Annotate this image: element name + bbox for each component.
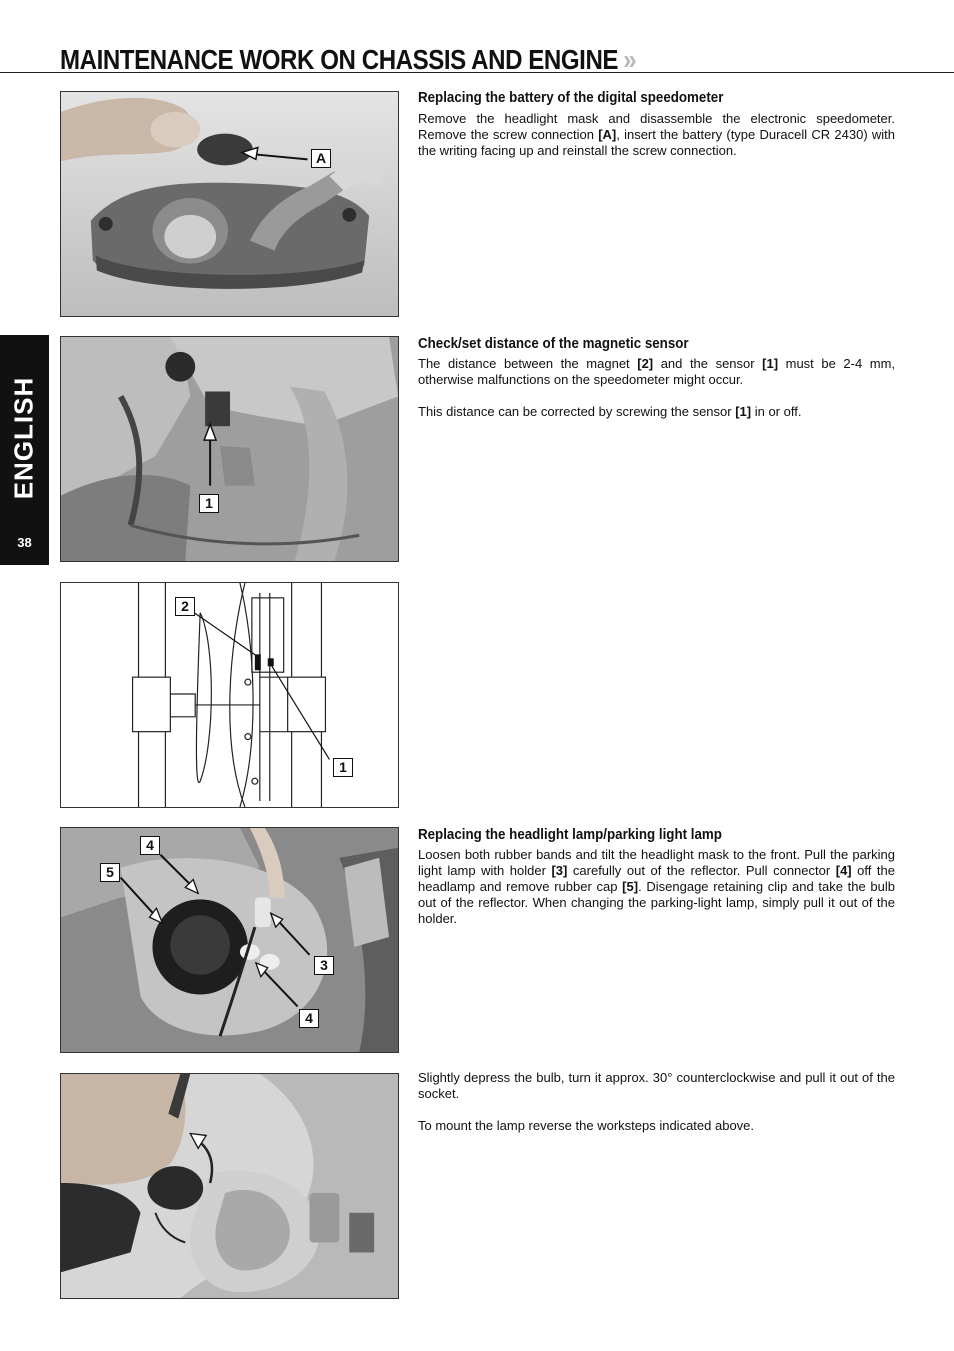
callout-3-parking-lamp: 3 [314, 956, 334, 975]
text-run: Remove the headlight mask and disassemble the electronic speedometer. Remove the screw connection [418, 111, 895, 142]
reference-label: [5] [622, 879, 639, 894]
title-chevron-icon: » [623, 44, 637, 75]
reference-label: [3] [551, 863, 568, 878]
title-rule [0, 72, 954, 73]
heading-magnetic-sensor: Check/set distance of the magnetic sensor [418, 336, 689, 352]
text-run: To mount the lamp reverse the worksteps indicated above. [418, 1118, 755, 1133]
text-run: and the sensor [653, 356, 763, 371]
figure-speedometer-battery [60, 91, 399, 317]
reference-label: [A] [598, 127, 617, 142]
callout-1-sensor: 1 [199, 494, 219, 513]
paragraph [418, 356, 895, 388]
paragraph [418, 1118, 895, 1134]
reference-label: [2] [637, 356, 654, 371]
reference-label: [1] [762, 356, 779, 371]
speedometer-battery-photo [61, 92, 398, 316]
bulb-removal-photo [61, 1074, 398, 1298]
language-label: ENGLISH [8, 376, 39, 500]
text-run: Loosen both rubber bands and tilt the headlight mask to the front. Pull the parking light lamp with holder [418, 847, 895, 878]
reference-label: [4] [835, 863, 852, 878]
paragraph [418, 404, 895, 420]
figure-bulb-removal [60, 1073, 399, 1299]
text-run: off the headlamp and remove rubber cap [418, 863, 896, 894]
callout-1-sensor-diagram: 1 [333, 758, 353, 777]
callout-4-connector: 4 [140, 836, 160, 855]
body-bulb-removal [418, 1070, 895, 1134]
body-speedometer-battery [418, 111, 895, 159]
figure-magnetic-sensor-photo [60, 336, 399, 562]
paragraph [418, 1070, 895, 1102]
figure-magnetic-sensor-diagram [60, 582, 399, 808]
callout-2-magnet: 2 [175, 597, 195, 616]
headlight-lamp-photo [61, 828, 398, 1052]
text-run: in or off. [751, 404, 802, 419]
text-run: carefully out of the reflector. Pull connector [567, 863, 836, 878]
text-run: Slightly depress the bulb, turn it approx. 30° counterclockwise and pull it out of the socket. [418, 1070, 895, 1101]
figure-headlight-lamp [60, 827, 399, 1053]
callout-5-rubber-cap: 5 [100, 863, 120, 882]
page-title-text: MAINTENANCE WORK ON CHASSIS AND ENGINE [60, 44, 619, 75]
paragraph [418, 111, 895, 159]
callout-4-connector-lower: 4 [299, 1009, 319, 1028]
reference-label: [1] [735, 404, 752, 419]
paragraph [418, 847, 895, 927]
body-magnetic-sensor [418, 356, 895, 420]
text-run: This distance can be corrected by screwing the sensor [418, 404, 736, 419]
text-run: , insert the battery (type Duracell CR 2430) with the writing facing up and reinstall the screw connection. [418, 127, 895, 158]
text-run: . Disengage retaining clip and take the bulb out of the reflector. When changing the parking-light lamp, simply pull it out of the holder. [418, 879, 895, 926]
heading-speedometer-battery: Replacing the battery of the digital speedometer [418, 90, 724, 106]
callout-a: A [311, 149, 331, 168]
heading-headlight-lamp: Replacing the headlight lamp/parking light lamp [418, 827, 722, 843]
text-run: must be 2-4 mm, otherwise malfunctions on the speedometer might occur. [418, 356, 896, 387]
body-headlight-lamp [418, 847, 895, 927]
magnetic-sensor-photo [61, 337, 398, 561]
text-run: The distance between the magnet [418, 356, 638, 371]
page-number: 38 [17, 535, 32, 550]
